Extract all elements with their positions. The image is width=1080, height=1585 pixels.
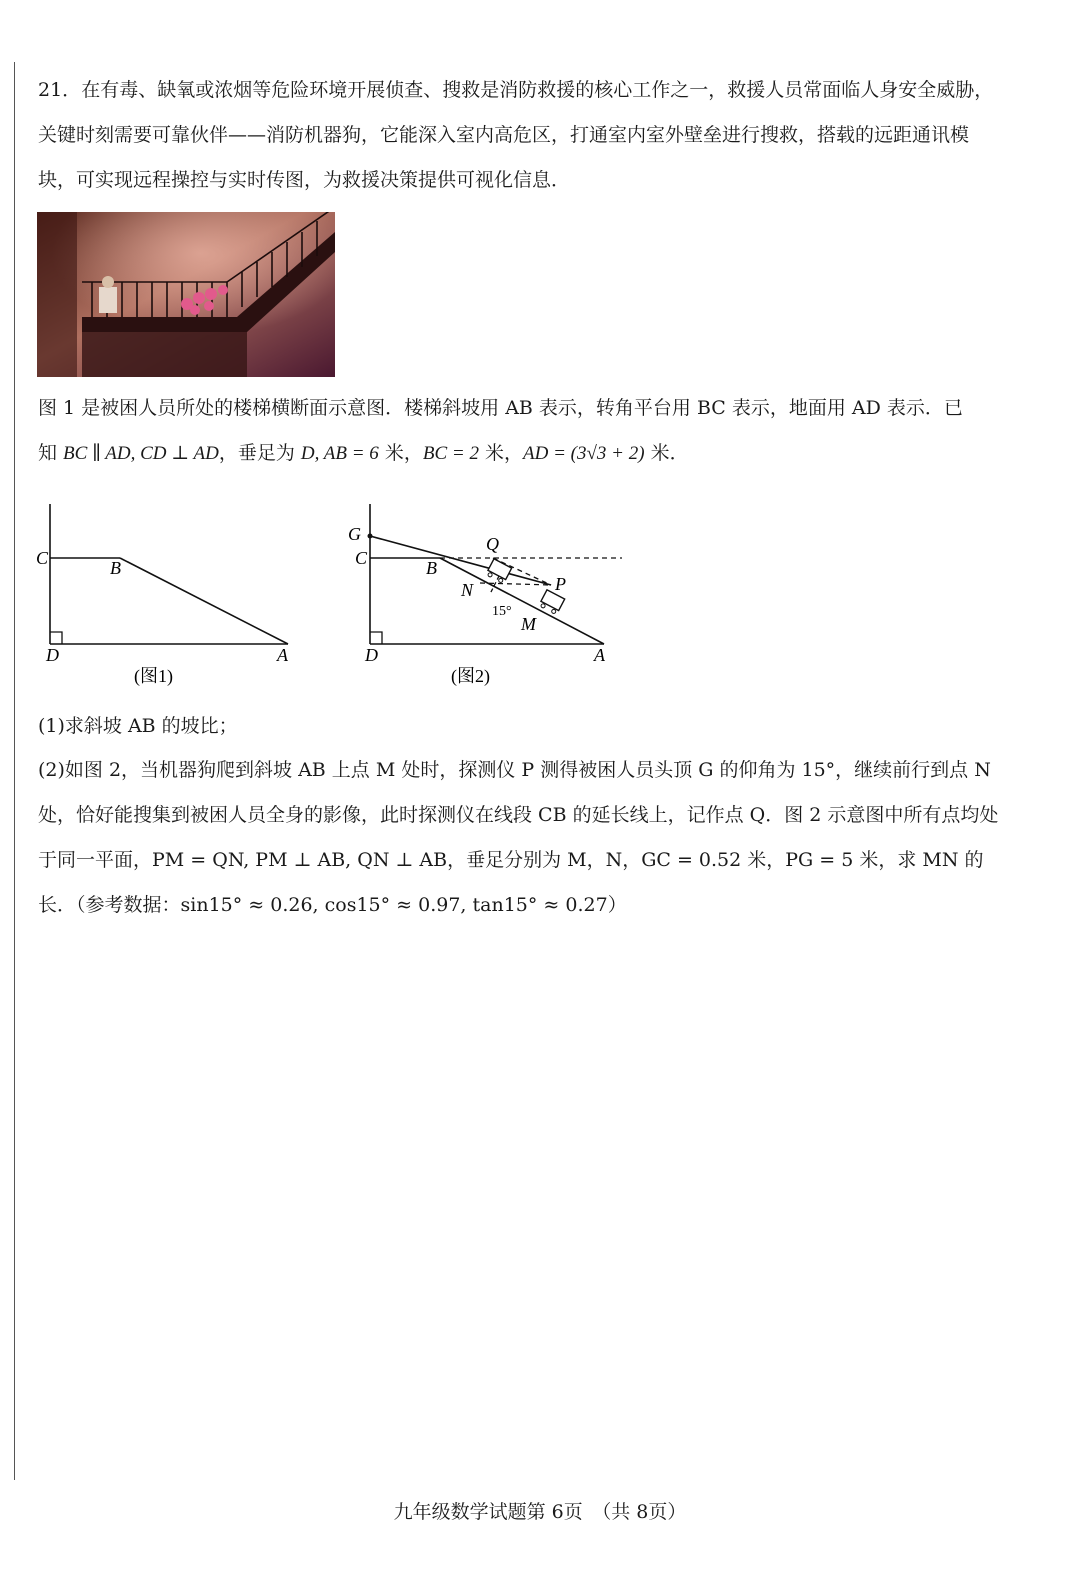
- label-a: A: [277, 645, 288, 665]
- page-margin-line: [14, 62, 15, 1480]
- question-number: 21．: [38, 79, 82, 101]
- label-d: D: [46, 645, 59, 665]
- condition-parallel-perpendicular: BC ∥ AD, CD ⊥ AD: [63, 443, 219, 464]
- label-c: C: [355, 548, 368, 568]
- question-2: (2)如图 2，当机器狗爬到斜坡 AB 上点 M 处时，探测仪 P 测得被困人员头顶 G 的仰角为 15°，继续前行到点 N 处，恰好能搜集到被困人员全身的影像，此时探测仪在线段 CB 的延长线上，记作点 Q．图 2 示意图中所有点均处于同一平面，PM = QN, PM ⊥ AB, QN ⊥ AB，垂足分别为 M，N，GC = 0.52 米，PG = 5 米，求 MN 的长．（参考数据：sin15° ≈ 0.26, cos15° ≈ 0.97, tan15° ≈ 0.27）: [38, 759, 999, 916]
- label-p: P: [555, 574, 566, 594]
- label-n: N: [461, 580, 474, 600]
- label-m: M: [521, 614, 536, 634]
- robot-at-q: [486, 559, 512, 584]
- right-angle-mark: [370, 632, 382, 644]
- angle-label: 15°: [492, 604, 512, 619]
- question-1: (1)求斜坡 AB 的坡比；: [38, 715, 238, 737]
- figure1-line1: 图 1 是被困人员所处的楼梯横断面示意图．楼梯斜坡用 AB 表示，转角平台用 BC 表示，地面用 AD 表示．已: [38, 397, 963, 419]
- condition-ab: D, AB = 6: [300, 443, 379, 464]
- figure1-description: [38, 386, 1003, 476]
- figure1-caption: (图1): [134, 666, 173, 686]
- right-angle-mark: [50, 632, 62, 644]
- label-c: C: [36, 548, 49, 568]
- line-gp: [370, 536, 551, 585]
- page-footer: 九年级数学试题第 6页 （共 8页）: [393, 1501, 687, 1523]
- label-b: B: [110, 558, 121, 578]
- label-a: A: [594, 645, 605, 665]
- condition-ad: AD = (3√3 + 2): [523, 443, 645, 464]
- condition-bc: BC = 2: [422, 443, 479, 464]
- point-g: [368, 534, 373, 539]
- label-b: B: [426, 558, 437, 578]
- label-d: D: [365, 645, 378, 665]
- figure2-caption: (图2): [451, 666, 490, 686]
- segment-ba: [120, 558, 288, 644]
- label-q: Q: [486, 534, 499, 554]
- intro-paragraph: [38, 68, 1003, 203]
- figure1-line2: 知 BC ∥ AD, CD ⊥ AD，垂足为 D, AB = 6 米，BC = 2 米，AD = (3√3 + 2) 米．: [38, 442, 689, 464]
- staircase-photo: [37, 212, 335, 377]
- label-g: G: [348, 524, 361, 544]
- figure1-diagram: [30, 498, 310, 693]
- figure2-diagram: [340, 498, 630, 693]
- intro-text: 在有毒、缺氧或浓烟等危险环境开展侦查、搜救是消防救援的核心工作之一，救援人员常面临人身安全威胁，关键时刻需要可靠伙伴——消防机器狗，它能深入室内高危区，打通室内室外壁垒进行搜救，搭载的远距通讯模块，可实现远程操控与实时传图，为救援决策提供可视化信息．: [38, 79, 994, 191]
